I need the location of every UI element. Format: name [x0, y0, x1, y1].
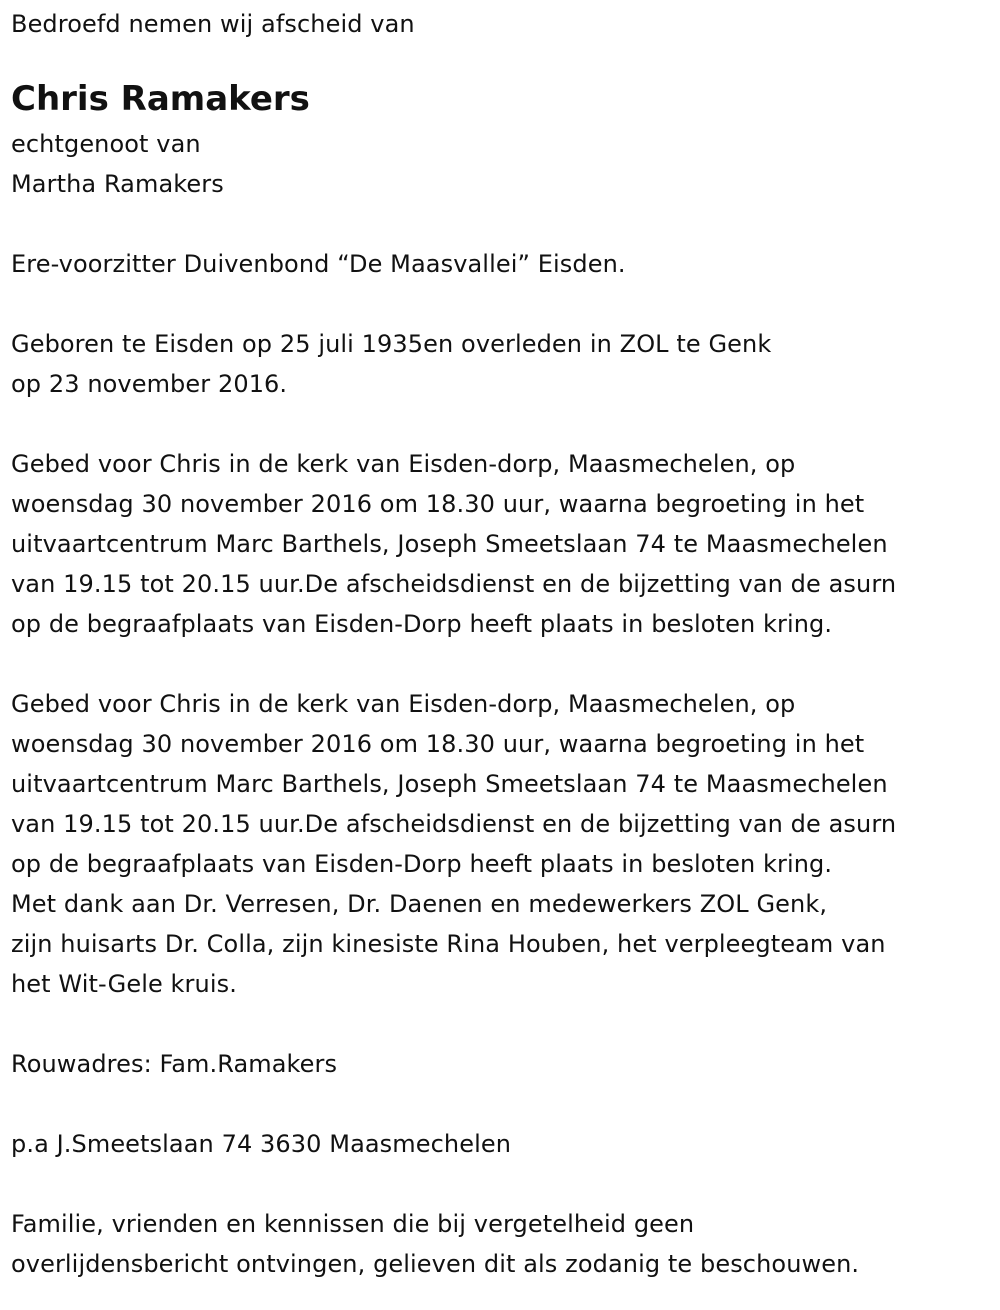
mourning-address-label: Rouwadres: Fam.Ramakers	[11, 1050, 338, 1078]
paragraph-line: het Wit-Gele kruis.	[11, 970, 237, 998]
birth-death-line-2: op 23 november 2016.	[11, 370, 288, 398]
paragraph-line: van 19.15 tot 20.15 uur.De afscheidsdienst en de bijzetting van de asurn	[11, 810, 897, 838]
deceased-name: Chris Ramakers	[11, 79, 310, 119]
thanks-paragraph	[11, 884, 996, 1004]
paragraph-line: op de begraafplaats van Eisden-Dorp heeft plaats in besloten kring.	[11, 610, 833, 638]
spouse-relation: echtgenoot van	[11, 130, 201, 158]
birth-death-line-1: Geboren te Eisden op 25 juli 1935en overleden in ZOL te Genk	[11, 330, 772, 358]
service-paragraph-2	[11, 684, 996, 884]
honorary-title: Ere-voorzitter Duivenbond “De Maasvallei” Eisden.	[11, 250, 626, 278]
spacer	[11, 1004, 996, 1044]
paragraph-line: woensdag 30 november 2016 om 18.30 uur, waarna begroeting in het	[11, 490, 865, 518]
paragraph-line: woensdag 30 november 2016 om 18.30 uur, waarna begroeting in het	[11, 730, 865, 758]
spouse-name: Martha Ramakers	[11, 170, 224, 198]
spacer	[11, 1084, 996, 1124]
paragraph-line: zijn huisarts Dr. Colla, zijn kinesiste Rina Houben, het verpleegteam van	[11, 930, 886, 958]
paragraph-line: Gebed voor Chris in de kerk van Eisden-dorp, Maasmechelen, op	[11, 690, 796, 718]
closing-paragraph	[11, 1204, 996, 1284]
spacer	[11, 404, 996, 444]
spacer	[11, 204, 996, 244]
paragraph-line: overlijdensbericht ontvingen, gelieven dit als zodanig te beschouwen.	[11, 1250, 860, 1278]
paragraph-line: Met dank aan Dr. Verresen, Dr. Daenen en medewerkers ZOL Genk,	[11, 890, 828, 918]
obituary-document	[11, 4, 996, 1284]
paragraph-line: Gebed voor Chris in de kerk van Eisden-dorp, Maasmechelen, op	[11, 450, 796, 478]
intro-text: Bedroefd nemen wij afscheid van	[11, 10, 415, 38]
spacer	[11, 284, 996, 324]
spacer	[11, 644, 996, 684]
service-paragraph-1	[11, 444, 996, 644]
mourning-address: p.a J.Smeetslaan 74 3630 Maasmechelen	[11, 1130, 512, 1158]
paragraph-line: op de begraafplaats van Eisden-Dorp heeft plaats in besloten kring.	[11, 850, 833, 878]
spacer	[11, 1164, 996, 1204]
paragraph-line: van 19.15 tot 20.15 uur.De afscheidsdienst en de bijzetting van de asurn	[11, 570, 897, 598]
paragraph-line: uitvaartcentrum Marc Barthels, Joseph Smeetslaan 74 te Maasmechelen	[11, 770, 888, 798]
paragraph-line: uitvaartcentrum Marc Barthels, Joseph Smeetslaan 74 te Maasmechelen	[11, 530, 888, 558]
paragraph-line: Familie, vrienden en kennissen die bij vergetelheid geen	[11, 1210, 695, 1238]
